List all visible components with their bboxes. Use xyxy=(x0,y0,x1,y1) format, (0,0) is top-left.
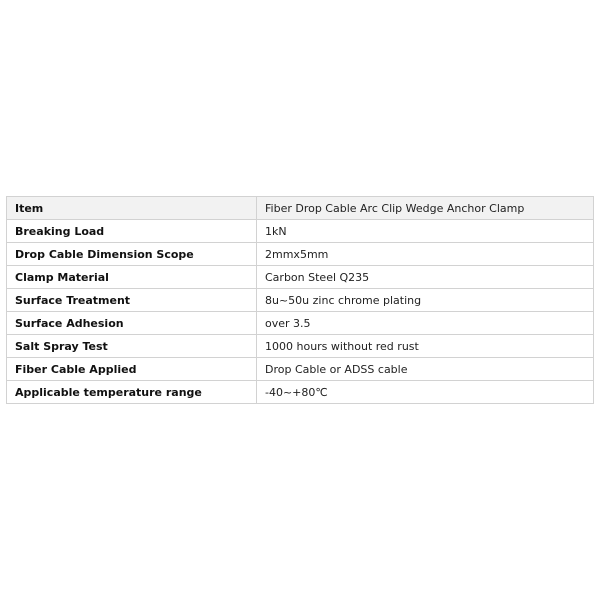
row-label: Applicable temperature range xyxy=(7,381,257,404)
table-header-row xyxy=(7,197,594,220)
row-value: 2mmx5mm xyxy=(257,243,594,266)
table-row xyxy=(7,243,594,266)
table-row xyxy=(7,358,594,381)
table-row xyxy=(7,312,594,335)
row-value: -40~+80℃ xyxy=(257,381,594,404)
row-value: Carbon Steel Q235 xyxy=(257,266,594,289)
header-item-label: Item xyxy=(7,197,257,220)
row-label: Surface Treatment xyxy=(7,289,257,312)
row-value: over 3.5 xyxy=(257,312,594,335)
row-value: 1kN xyxy=(257,220,594,243)
row-label: Salt Spray Test xyxy=(7,335,257,358)
table-row xyxy=(7,220,594,243)
table-row xyxy=(7,335,594,358)
table-row xyxy=(7,289,594,312)
specification-table xyxy=(6,196,594,404)
row-label: Surface Adhesion xyxy=(7,312,257,335)
row-value: Drop Cable or ADSS cable xyxy=(257,358,594,381)
row-label: Drop Cable Dimension Scope xyxy=(7,243,257,266)
row-value: 1000 hours without red rust xyxy=(257,335,594,358)
header-product-name: Fiber Drop Cable Arc Clip Wedge Anchor Clamp xyxy=(257,197,594,220)
row-value: 8u~50u zinc chrome plating xyxy=(257,289,594,312)
row-label: Clamp Material xyxy=(7,266,257,289)
table-row xyxy=(7,266,594,289)
table-row xyxy=(7,381,594,404)
row-label: Breaking Load xyxy=(7,220,257,243)
row-label: Fiber Cable Applied xyxy=(7,358,257,381)
